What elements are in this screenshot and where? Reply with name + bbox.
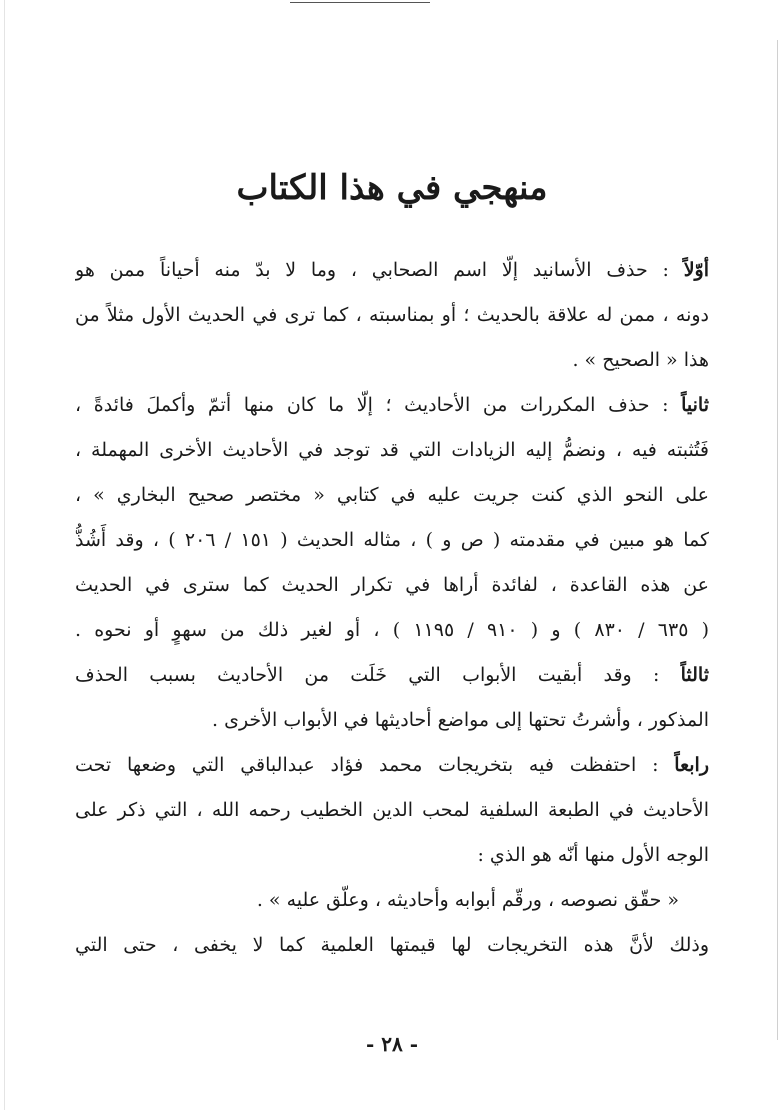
text-line-2: دونه ، ممن له علاقة بالحديث ؛ أو بمناسبته ، كما ترى في الحديث الأول مثلاً من bbox=[75, 304, 709, 326]
text-line-7: كما هو مبين في مقدمته ( ص و ) ، مثاله الحديث ( ١٥١ / ٢٠٦ ) ، وقد أَشُذُّ bbox=[75, 529, 709, 551]
text-line-6: على النحو الذي كنت جريت عليه في كتابي « مختصر صحيح البخاري » ، bbox=[75, 484, 709, 506]
point-label: ثالثاً bbox=[680, 664, 709, 686]
point-label: أوّلاً bbox=[683, 259, 709, 281]
text-line-15: « حقّق نصوصه ، ورقّم أبوابه وأحاديثه ، وعلّق عليه » . bbox=[256, 889, 679, 911]
point-label: رابعاً bbox=[674, 754, 709, 776]
text-line-9: ( ٦٣٥ / ٨٣٠ ) و ( ٩١٠ / ١١٩٥ ) ، أو لغير ذلك من سهوٍ أو نحوه . bbox=[75, 619, 709, 641]
top-rule bbox=[290, 2, 430, 3]
text-line-3: هذا « الصحيح » . bbox=[572, 349, 709, 371]
page-number: - ٢٨ - bbox=[365, 1032, 418, 1056]
text-line-5: فَتُثبته فيه ، ونضمُّ إليه الزيادات التي قد توجد في الأحاديث الأخرى المهملة ، bbox=[75, 439, 709, 461]
scan-edge-left bbox=[4, 0, 5, 1110]
text-line-12: رابعاً : احتفظت فيه بتخريجات محمد فؤاد عبدالباقي التي وضعها تحت bbox=[75, 754, 709, 776]
text-line-4: ثانياً : حذف المكررات من الأحاديث ؛ إلّا ما كان منها أتمّ وأكملَ فائدةً ، bbox=[75, 394, 709, 416]
text-line-11: المذكور ، وأشرتُ تحتها إلى مواضع أحاديثها في الأبواب الأخرى . bbox=[212, 709, 709, 731]
body-text bbox=[75, 248, 709, 968]
text-line-13: الأحاديث في الطبعة السلفية لمحب الدين الخطيب رحمه الله ، التي ذكر على bbox=[75, 799, 709, 821]
text-line-10: ثالثاً : وقد أبقيت الأبواب التي خَلَت من الأحاديث بسبب الحذف bbox=[75, 664, 709, 686]
text-line-1: أوّلاً : حذف الأسانيد إلّا اسم الصحابي ، وما لا بدّ منه أحياناً ممن هو bbox=[75, 259, 709, 281]
text-line-14: الوجه الأول منها أنّه هو الذي : bbox=[477, 844, 709, 866]
point-label: ثانياً bbox=[681, 394, 709, 416]
text-line-16: وذلك لأنَّ هذه التخريجات لها قيمتها العلمية كما لا يخفى ، حتى التي bbox=[75, 934, 709, 956]
text-line-8: عن هذه القاعدة ، لفائدة أراها في تكرار الحديث كما سترى في الحديث bbox=[75, 574, 709, 596]
page-title: منهجي في هذا الكتاب bbox=[236, 168, 548, 208]
